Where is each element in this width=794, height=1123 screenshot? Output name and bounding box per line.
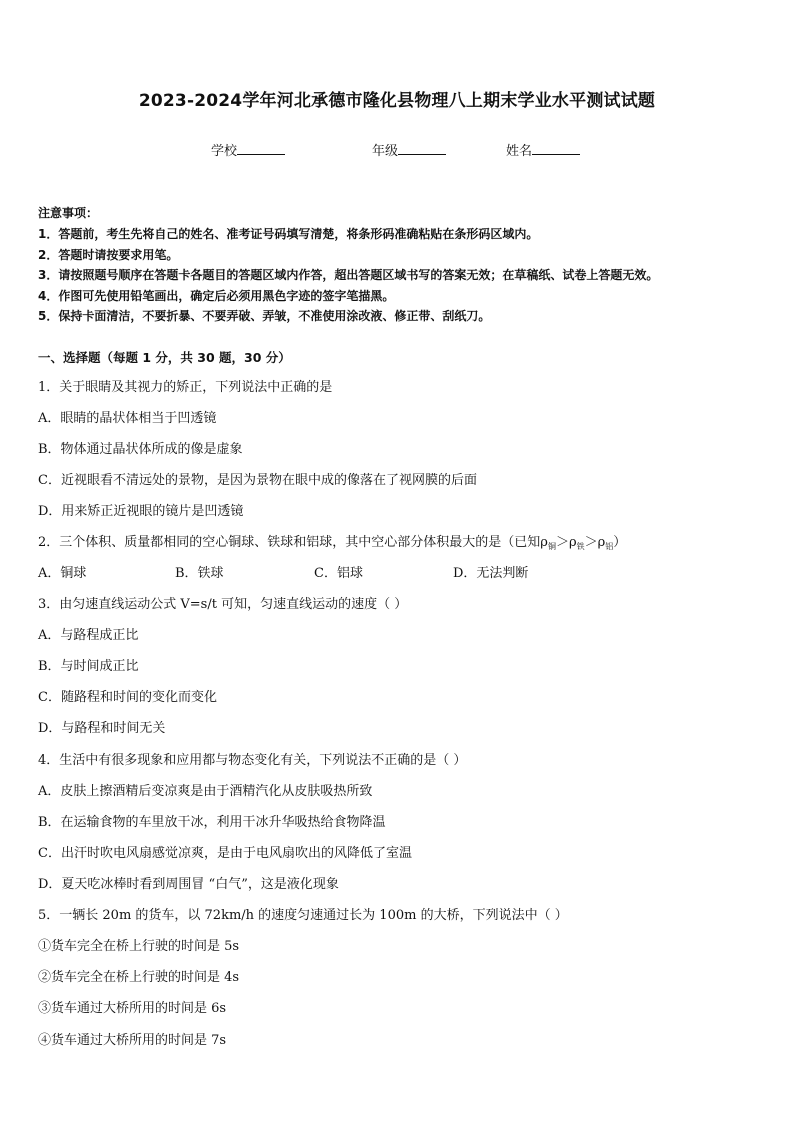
section-title: 一、选择题（每题 1 分，共 30 题，30 分） (38, 350, 291, 365)
name-blank (532, 142, 580, 155)
notes-heading: 注意事项： (38, 206, 99, 220)
question-1-option: D．用来矫正近视眼的镜片是凹透镜 (38, 504, 244, 519)
rho-symbol: ρ (540, 535, 548, 550)
rho-subscript-iron: 铁 (576, 542, 585, 551)
rho-symbol: ρ (597, 535, 606, 550)
rho-subscript-aluminum: 铝 (605, 542, 614, 551)
question-4-option: B．在运输食物的车里放干冰，利用干冰升华吸热给食物降温 (38, 815, 386, 830)
question-5-stem: 5．一辆长 20m 的货车，以 72km/h 的速度匀速通过长为 100m 的大桥，下列说法中（ ） (38, 908, 568, 923)
question-2-option: B．铁球 (175, 566, 224, 581)
name-label: 姓名 (506, 144, 533, 159)
school-blank (237, 142, 285, 155)
question-3-option: D．与路程和时间无关 (38, 721, 166, 736)
close-paren: ） (613, 535, 627, 550)
grade-field (372, 140, 446, 159)
note-item: 2．答题时请按要求用笔。 (38, 248, 179, 262)
question-3-option: C．随路程和时间的变化而变化 (38, 690, 217, 705)
greater-than: ＞ (555, 535, 569, 550)
question-4-option: D．夏天吃冰棒时看到周围冒 “白气”，这是液化现象 (38, 877, 339, 892)
grade-label: 年级 (372, 144, 399, 159)
question-2-option: D．无法判断 (453, 566, 529, 581)
page-title: 2023-2024学年河北承德市隆化县物理八上期末学业水平测试试题 (138, 91, 656, 111)
question-2-option: C．铝球 (314, 566, 363, 581)
grade-blank (398, 142, 446, 155)
rho-symbol: ρ (568, 535, 577, 550)
question-4-option: C．出汗时吹电风扇感觉凉爽，是由于电风扇吹出的风降低了室温 (38, 846, 412, 861)
question-3-option: A．与路程成正比 (38, 628, 139, 643)
question-2-stem (38, 531, 626, 552)
question-3-stem: 3．由匀速直线运动公式 V=s/t 可知，匀速直线运动的速度（ ） (38, 597, 408, 612)
question-1-option: B．物体通过晶状体所成的像是虚象 (38, 442, 243, 457)
note-item: 3．请按照题号顺序在答题卡各题目的答题区域内作答，超出答题区域书写的答案无效；在草稿纸、试卷上答题无效。 (38, 268, 659, 282)
question-4-option: A．皮肤上擦酒精后变凉爽是由于酒精汽化从皮肤吸热所致 (38, 784, 373, 799)
question-3-option: B．与时间成正比 (38, 659, 139, 674)
question-1-stem: 1．关于眼睛及其视力的矫正，下列说法中正确的是 (38, 380, 333, 395)
note-item: 1．答题前，考生先将自己的姓名、准考证号码填写清楚，将条形码准确粘贴在条形码区域内。 (38, 227, 539, 241)
question-4-stem: 4．生活中有很多现象和应用都与物态变化有关，下列说法不正确的是（ ） (38, 753, 467, 768)
name-field (506, 140, 580, 159)
question-1-option: C．近视眼看不清远处的景物，是因为景物在眼中成的像落在了视网膜的后面 (38, 473, 477, 488)
school-label: 学校 (211, 144, 238, 159)
question-5-option: ②货车完全在桥上行驶的时间是 4s (38, 970, 240, 985)
question-5-option: ④货车通过大桥所用的时间是 7s (38, 1033, 227, 1048)
note-item: 4．作图可先使用铅笔画出，确定后必须用黑色字迹的签字笔描黑。 (38, 289, 395, 303)
question-2-option: A．铜球 (38, 566, 87, 581)
rho-subscript-copper: 铜 (547, 542, 556, 551)
note-item: 5．保持卡面清洁，不要折暴、不要弄破、弄皱，不准使用涂改液、修正带、刮纸刀。 (38, 309, 491, 323)
question-5-option: ①货车完全在桥上行驶的时间是 5s (38, 939, 240, 954)
question-5-option: ③货车通过大桥所用的时间是 6s (38, 1001, 227, 1016)
question-1-option: A．眼睛的晶状体相当于凹透镜 (38, 411, 217, 426)
question-2-stem-text: 2．三个体积、质量都相同的空心铜球、铁球和铝球，其中空心部分体积最大的是（已知 (38, 535, 541, 550)
greater-than: ＞ (584, 535, 598, 550)
school-field (211, 140, 285, 159)
